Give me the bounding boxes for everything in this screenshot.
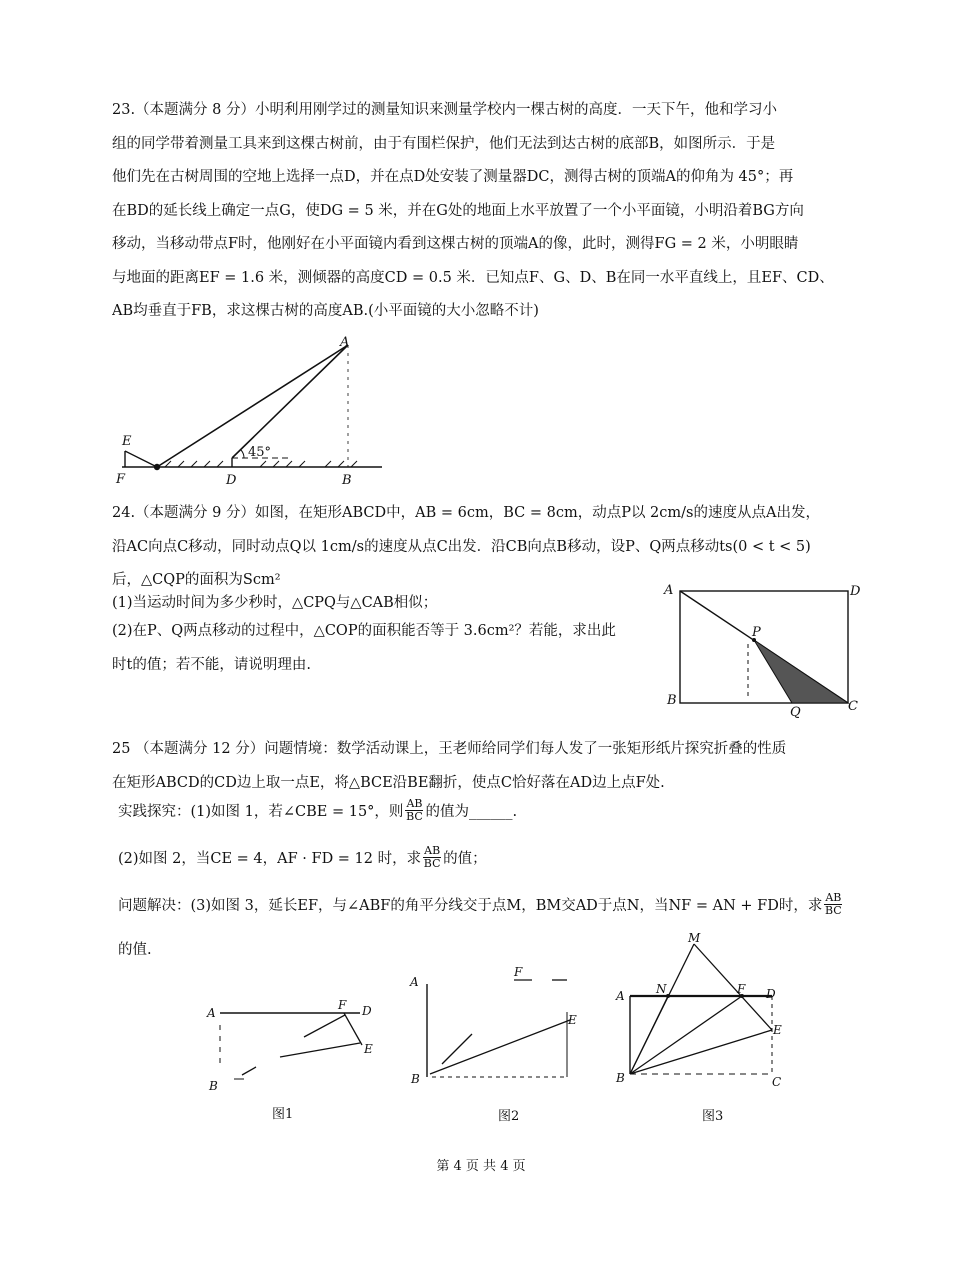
label-e: E (364, 1042, 373, 1056)
label-b: B (616, 1071, 625, 1085)
q24-line: 后，△CQP的面积为Scm² (112, 572, 281, 588)
label-f: F (338, 998, 347, 1012)
label-b: B (342, 473, 352, 488)
fold-be (430, 1020, 570, 1074)
fold-be (280, 1043, 360, 1057)
eye-to-mirror (125, 451, 157, 467)
angle-arc (241, 450, 244, 458)
line-bn (630, 996, 668, 1074)
q25-sub2 (118, 845, 487, 870)
q25-text (112, 733, 857, 800)
fold-bf (630, 996, 742, 1074)
q23-line: 他们先在古树周围的空地上选择一点D，并在点D处安装了测量器DC，测得古树的顶端A的仰角为 45°；再 (112, 169, 794, 185)
q25-sub1-prefix: 实践探究：(1)如图 1，若∠CBE = 15°，则 (118, 804, 404, 820)
label-a: A (616, 989, 625, 1003)
q24-figure (662, 578, 872, 718)
q23-text (112, 94, 857, 329)
point-n (666, 994, 670, 998)
q23-line: AB均垂直于FB，求这棵古树的高度AB.(小平面镜的大小忽略不计) (112, 303, 539, 319)
fraction-ab-bc (824, 892, 842, 917)
label-a: A (664, 583, 674, 598)
q24-sub2 (112, 615, 652, 682)
label-m: M (688, 931, 701, 945)
label-d: D (226, 473, 237, 488)
label-c: C (848, 699, 858, 714)
label-n: N (656, 982, 667, 996)
label-e: E (122, 434, 132, 449)
label-b: B (411, 1072, 420, 1086)
label-c: C (772, 1075, 782, 1089)
q25-sub2-suffix: 的值； (443, 851, 487, 867)
q23-figure (110, 330, 400, 490)
q25-figure-3 (612, 928, 797, 1128)
fraction-denominator: BC (824, 904, 842, 917)
q25-figure-2 (402, 962, 587, 1130)
q23-line: 与地面的距离EF = 1.6 米，测倾器的高度CD = 0.5 米．已知点F、G、D、B在同一水平直线上，且EF、CD、 (112, 269, 834, 286)
q25-line: 在矩形ABCD的CD边上取一点E，将△BCE沿BE翻折，使点C恰好落在AD边上点F处. (112, 774, 665, 791)
q24-line: 沿AC向点C移动，同时动点Q以 1cm/s的速度从点C出发．沿CB向点B移动，设P、Q两点移动ts(0 < t < 5) (112, 538, 811, 555)
q24-line: 24.（本题满分 9 分）如图，在矩形ABCD中，AB = 6cm，BC = 8cm，动点P以 2cm/s的速度从点A出发， (112, 505, 820, 521)
page-footer: 第 4 页 共 4 页 (436, 1159, 526, 1174)
label-a: A (207, 1006, 216, 1020)
figure-caption: 图3 (702, 1109, 724, 1124)
fold-bf (304, 1015, 345, 1037)
angle-label: 45° (248, 445, 272, 460)
q23-line: 组的同学带着测量工具来到这棵古树前，由于有围栏保护，他们无法到达古树的底部B，如图所示．于是 (112, 135, 776, 152)
label-b: B (667, 693, 677, 708)
fold-stub (242, 1067, 256, 1075)
label-d: D (362, 1004, 372, 1018)
fold-fe (344, 1013, 362, 1045)
q24-sub2-line: (2)在P、Q两点移动的过程中，△COP的面积能否等于 3.6cm²？若能，求出此 (112, 623, 616, 639)
q25-sub1 (118, 798, 517, 823)
q25-sub1-suffix: 的值为______. (425, 804, 518, 820)
q25-sub3-prefix: 问题解决：(3)如图 3，延长EF，与∠ABF的角平分线交于点M，BM交AD于点N，当NF = AN + FD时，求 (118, 898, 823, 914)
label-b: B (209, 1079, 218, 1093)
fraction-denominator: BC (423, 857, 441, 870)
label-p: P (752, 625, 761, 640)
label-f: F (737, 982, 746, 996)
figure-caption: 图1 (272, 1107, 294, 1122)
fraction-ab-bc (423, 845, 441, 870)
fraction-denominator: BC (406, 810, 423, 823)
q23-line: 23.（本题满分 8 分）小明利用刚学过的测量知识来测量学校内一棵古树的高度．一天下午，他和学习小 (112, 102, 777, 118)
q25-line: 25 （本题满分 12 分）问题情境：数学活动课上，王老师给同学们每人发了一张矩形纸片探究折叠的性质 (112, 741, 787, 757)
ground-hatching (165, 461, 357, 467)
label-e: E (773, 1023, 782, 1037)
fraction-numerator: AB (424, 844, 441, 857)
label-d: D (850, 584, 861, 599)
figure-caption: 图2 (498, 1109, 520, 1124)
q24-sub2-line: 时t的值；若不能，请说明理由. (112, 656, 311, 673)
q25-sub3 (118, 892, 844, 917)
fraction-ab-bc (405, 798, 423, 823)
q23-line: 在BD的延长线上确定一点G，使DG = 5 米，并在G处的地面上水平放置了一个小平面镜，小明沿着BG方向 (112, 202, 804, 219)
q24-sub1-text: (1)当运动时间为多少秒时，△CPQ与△CAB相似； (112, 595, 438, 611)
fold-be (630, 1030, 772, 1074)
triangle-cqp (754, 640, 848, 703)
label-a: A (340, 335, 350, 350)
label-a: A (410, 975, 419, 989)
line-me (694, 944, 772, 1030)
label-q: Q (790, 705, 801, 718)
mirror-point (154, 464, 160, 470)
fraction-numerator: AB (406, 797, 423, 810)
q25-sub2-prefix: (2)如图 2，当CE = 4，AF · FD = 12 时，求 (118, 851, 422, 867)
fraction-numerator: AB (825, 891, 842, 904)
q25-sub3-end: 的值. (118, 942, 152, 958)
q25-figure-1 (200, 995, 380, 1130)
label-e: E (568, 1013, 577, 1027)
label-d: D (766, 987, 776, 1001)
label-f: F (116, 472, 126, 487)
q23-line: 移动，当移动带点F时，他刚好在小平面镜内看到这棵古树的顶端A的像，此时，测得FG = 2 米，小明眼睛 (112, 236, 799, 252)
label-f: F (514, 965, 523, 979)
sight-line (232, 345, 348, 458)
